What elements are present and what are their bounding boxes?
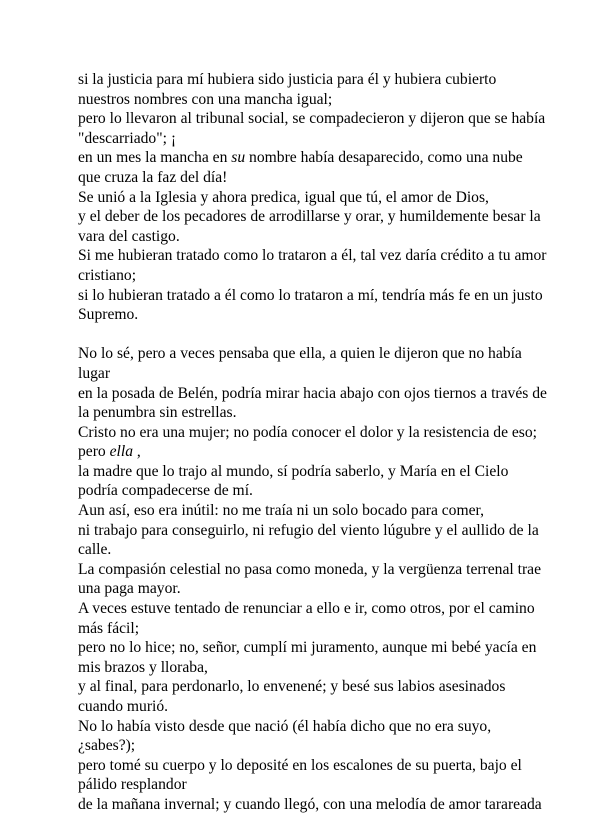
poem-line: A veces estuve tentado de renunciar a ello e ir, como otros, por el camino más fácil; — [78, 600, 535, 637]
poem-line-text: pero — [78, 443, 110, 461]
poem-line-emphasis: su — [231, 149, 246, 167]
poem-line: Cristo no era una mujer; no podía conocer el dolor y la resistencia de eso; — [78, 423, 538, 441]
poem-line: de la mañana invernal; y cuando llegó, con una melodía de amor tarareada — [78, 795, 542, 813]
poem-line: pero no lo hice; no, señor, cumplí mi juramento, aunque mi bebé yacía en mis brazos y lloraba, — [78, 639, 537, 676]
stanza-2 — [78, 344, 548, 814]
poem-line: Se unió a la Iglesia y ahora predica, igual que tú, el amor de Dios, — [78, 188, 489, 206]
poem-line: La compasión celestial no pasa como moneda, y la vergüenza terrenal trae una paga mayor. — [78, 560, 541, 598]
poem-line-text: en un mes la mancha en — [78, 149, 232, 167]
poem-line — [78, 148, 548, 187]
poem-line: en la posada de Belén, podría mirar hacia abajo con ojos tiernos a través de la penumbra sin estrellas. — [78, 384, 547, 422]
poem-line — [78, 442, 548, 462]
poem-line-emphasis: ella — [109, 443, 133, 461]
poem-line: Si me hubieran tratado como lo trataron a él, tal vez daría crédito a tu amor cristiano; — [78, 247, 547, 284]
poem-line: No lo sé, pero a veces pensaba que ella, a quien le dijeron que no había lugar — [78, 345, 522, 382]
stanza-1 — [78, 70, 548, 325]
poem-body — [78, 70, 548, 815]
poem-line: si lo hubieran tratado a él como lo trataron a mí, tendría más fe en un justo Supremo. — [78, 286, 543, 324]
poem-line: y el deber de los pecadores de arrodillarse y orar, y humildemente besar la vara del castigo. — [78, 208, 541, 245]
poem-line: la madre que lo trajo al mundo, sí podría saberlo, y María en el Cielo podría compadecerse de mí. — [78, 462, 509, 500]
poem-line: pero lo llevaron al tribunal social, se compadecieron y dijeron que se había "descarriado"; ¡ — [78, 110, 546, 147]
poem-line: No lo había visto desde que nació (él había dicho que no era suyo, ¿sabes?); — [78, 717, 492, 755]
poem-line: pero tomé su cuerpo y lo deposité en los escalones de su puerta, bajo el pálido resplandor — [78, 756, 522, 794]
poem-line: y al final, para perdonarlo, lo envenené; y besé sus labios asesinados cuando murió. — [78, 678, 506, 715]
poem-line: Aun así, eso era inútil: no me traía ni un solo bocado para comer, — [78, 502, 484, 520]
poem-line: si la justicia para mí hubiera sido justicia para él y hubiera cubierto nuestros nombres con una mancha igual; — [78, 71, 497, 108]
poem-line-text: , — [133, 443, 141, 461]
poem-line-text: nombre había desaparecido, como una nube que cruza la faz del día! — [78, 149, 523, 186]
poem-line: ni trabajo para conseguirlo, ni refugio del viento lúgubre y el aullido de la calle. — [78, 521, 539, 559]
